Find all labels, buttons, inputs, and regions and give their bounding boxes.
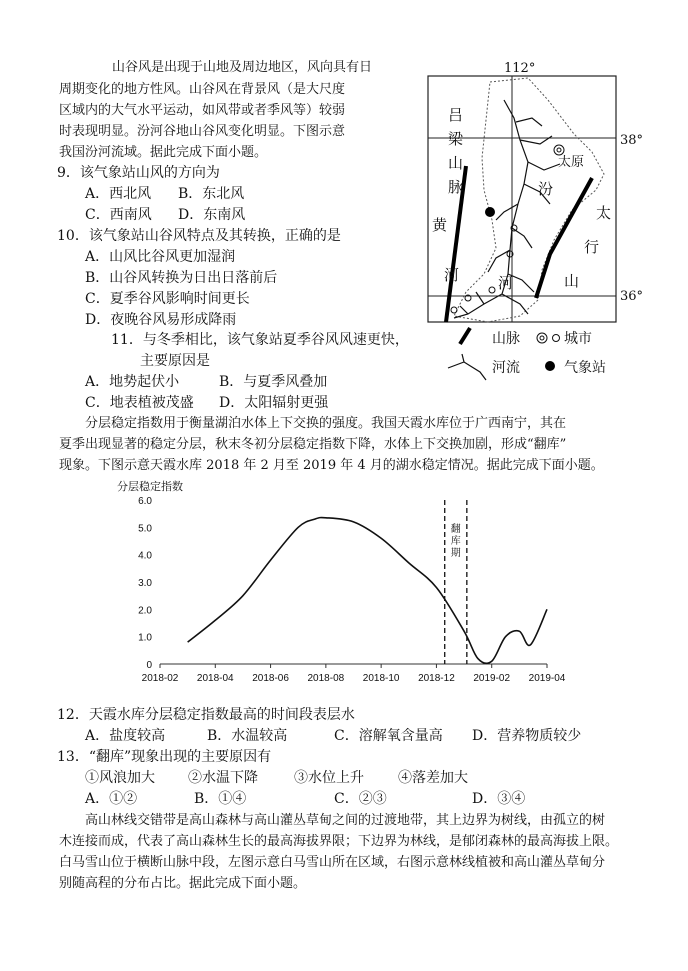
q12-stem: 12．天霞水库分层稳定指数最高的时间段表层水: [57, 707, 355, 723]
fanku-annotation-char: 期: [450, 548, 461, 559]
q13-option-a[interactable]: A．①②: [85, 791, 138, 807]
legend-mountain-label: 山脉: [492, 331, 520, 347]
q11-option-d[interactable]: D．太阳辐射更强: [219, 395, 329, 411]
q11-option-b[interactable]: B．与夏季风叠加: [219, 374, 328, 390]
label-taihang-3: 山: [564, 272, 580, 290]
intro3-line-3: 白马雪山位于横断山脉中段，左图示意白马雪山所在区域，右图示意林线植被和高山灌丛草甸分: [59, 855, 606, 870]
legend-city-label: 城市: [564, 331, 592, 347]
label-lvliang-3: 山: [448, 154, 464, 172]
stability-index-chart: [115, 476, 566, 696]
fenhe-basin-map: [424, 60, 688, 400]
q10-option-d[interactable]: D．夜晚谷风易形成降雨: [85, 312, 237, 328]
q11-stem-line-1: 11．与冬季相比，该气象站夏季谷风风速更快，: [111, 332, 409, 348]
label-lvliang-2: 梁: [448, 130, 464, 148]
y-tick-label: 0: [146, 660, 152, 671]
q12-option-a[interactable]: A．盐度较高: [85, 728, 166, 744]
q9-option-a[interactable]: A．西北风: [85, 186, 152, 202]
x-tick-label: 2018-02: [141, 673, 179, 684]
intro3-line-2: 木连接而成，代表了高山森林生长的最高海拔界限；下边界为林线，是郁闭森林的最高海拔上限。: [59, 834, 619, 849]
q9-option-d[interactable]: D．东南风: [178, 207, 246, 223]
q13-item-3: ③水位上升: [294, 770, 364, 786]
q11-option-a[interactable]: A．地势起伏小: [85, 374, 180, 390]
legend-station-label: 气象站: [564, 360, 606, 376]
q10-option-a[interactable]: A．山风比谷风更加湿润: [85, 249, 236, 265]
q12-option-c[interactable]: C．溶解氧含量高: [334, 728, 443, 744]
q9-option-b[interactable]: B．东北风: [178, 186, 245, 202]
label-lvliang-4: 脉: [448, 178, 464, 196]
legend-river-symbol: [448, 362, 486, 380]
fanku-annotation-char: 库: [450, 536, 461, 547]
chart-title: 分层稳定指数: [117, 481, 183, 493]
label-fen: 汾: [538, 180, 554, 198]
intro2-line-2: 夏季出现显著的稳定分层，秋末冬初分层稳定指数下降，水体上下交换加剧，形成“翻库”: [59, 437, 567, 452]
q13-option-c[interactable]: C．②③: [334, 791, 387, 807]
x-tick-label: 2018-06: [252, 673, 289, 684]
x-tick-label: 2018-08: [307, 673, 345, 684]
q11-stem-line-2: 主要原因是: [140, 353, 210, 369]
legend-river-label: 河流: [492, 360, 520, 376]
intro2-line-1: 分层稳定指数用于衡量湖泊水体上下交换的强度。我国天霞水库位于广西南宁，其在: [85, 416, 567, 431]
x-tick-label: 2018-04: [196, 673, 234, 684]
label-lvliang-1: 吕: [448, 106, 464, 124]
label-taihang-2: 行: [584, 238, 600, 256]
q10-stem: 10．该气象站山谷风特点及其转换，正确的是: [57, 228, 341, 244]
intro1-line-5: 我国汾河流域。据此完成下面小题。: [59, 145, 268, 160]
label-taiyuan: 太原: [558, 155, 585, 170]
intro1-line-1: 山谷风是出现于山地及周边地区，风向具有日: [112, 60, 373, 75]
y-tick-label: 1.0: [138, 632, 152, 644]
q12-option-b[interactable]: B．水温较高: [207, 728, 288, 744]
legend-mountain-symbol: [460, 328, 470, 344]
intro3-line-4: 别随高程的分布占比。据此完成下面小题。: [59, 876, 307, 891]
q13-item-1: ①风浪加大: [85, 770, 155, 786]
intro1-line-4: 时表现明显。汾河谷地山谷风变化明显。下图示意: [59, 124, 346, 139]
label-huang-he: 河: [444, 266, 460, 284]
label-fen-he: 河: [498, 274, 514, 292]
intro3-line-1: 高山林线交错带是高山森林与高山灌丛草甸之间的过渡地带，其上边界为树线，由孤立的树: [85, 813, 606, 828]
q10-option-b[interactable]: B．山谷风转换为日出日落前后: [85, 270, 278, 286]
x-tick-label: 2019-04: [528, 673, 566, 684]
q9-option-c[interactable]: C．西南风: [85, 207, 152, 223]
y-tick-label: 6.0: [138, 496, 152, 507]
label-taihang-1: 太: [596, 204, 612, 222]
q11-option-c[interactable]: C．地表植被茂盛: [85, 395, 194, 411]
x-tick-label: 2018-10: [362, 673, 400, 684]
y-tick-label: 3.0: [138, 578, 152, 589]
q9-stem: 9．该气象站山风的方向为: [57, 165, 220, 181]
legend-station-symbol: [545, 361, 555, 371]
intro1-line-2: 周期变化的地方性风。山谷风在背景风（是大尺度: [59, 82, 346, 97]
y-tick-label: 2.0: [138, 605, 152, 617]
q13-stem: 13．“翻库”现象出现的主要原因有: [57, 749, 272, 765]
q13-item-2: ②水温下降: [188, 770, 258, 786]
map-longitude-label: 112°: [504, 61, 536, 76]
q13-option-b[interactable]: B．①④: [194, 791, 247, 807]
x-tick-label: 2019-02: [473, 673, 511, 684]
weather-station-marker: [485, 207, 495, 217]
map-latitude-38: 38°: [620, 133, 644, 148]
q13-option-d[interactable]: D．③④: [472, 791, 526, 807]
intro1-line-3: 区域内的大气水平运动，如风带或者季风等）较弱: [59, 103, 346, 118]
stability-index-line: [188, 518, 547, 664]
q10-option-c[interactable]: C．夏季谷风影响时间更长: [85, 291, 250, 307]
y-tick-label: 5.0: [138, 523, 152, 535]
x-tick-label: 2018-12: [418, 673, 455, 684]
q13-item-4: ④落差加大: [398, 770, 468, 786]
fanku-annotation-char: 翻: [450, 524, 461, 535]
intro2-line-3: 现象。下图示意天霞水库 2018 年 2 月至 2019 年 4 月的湖水稳定情况。据此完成下面小题。: [59, 458, 604, 473]
map-latitude-36: 36°: [620, 289, 644, 304]
q12-option-d[interactable]: D．营养物质较少: [472, 728, 582, 744]
label-huang: 黄: [432, 216, 448, 234]
y-tick-label: 4.0: [138, 550, 152, 562]
